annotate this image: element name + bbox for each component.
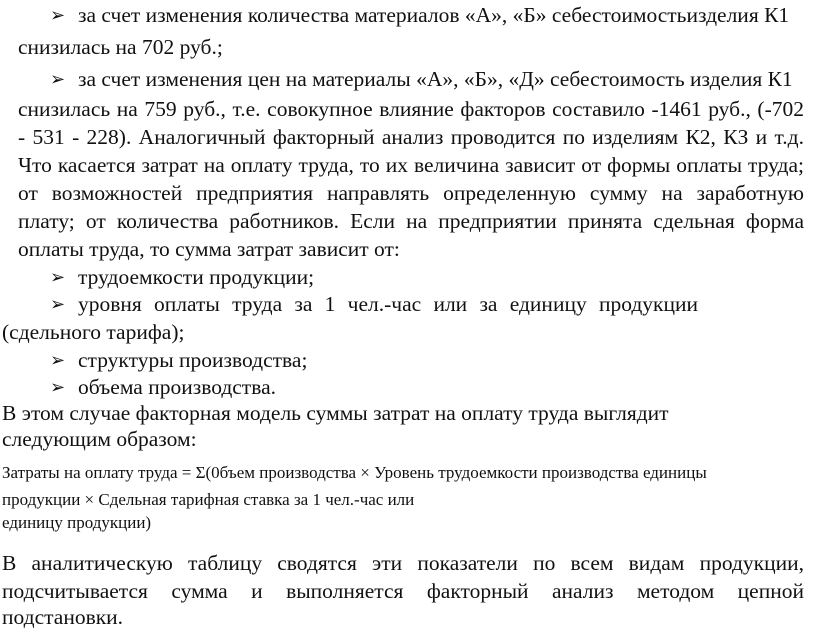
bullet-arrow-icon: ➢ [50,5,66,25]
paragraph-line: подстановки. [2,605,124,629]
bullet-text: уровня оплаты труда за 1 чел.-час или за единицу продукции [78,292,698,316]
paragraph-line: В аналитическую таблицу сводятся эти показатели по всем видам продукции, [2,551,804,575]
paragraph-line: следующим образом: [2,427,197,451]
bullet-text: за счет изменения цен на материалы «А», «Б», «Д» себестоимость изделия К1 [78,67,793,91]
bullet-text: объема производства. [78,375,276,399]
formula-line: Затраты на оплату труда = Σ(0бъем производства × Уровень трудоемкости производства единицы [2,463,707,482]
bullet-text: трудоемкости продукции; [78,265,315,289]
paragraph-line: Что касается затрат на оплату труда, то их величина зависит от формы оплаты труда; [18,153,804,177]
paragraph-line: В этом случае факторная модель суммы затрат на оплату труда выглядит [2,401,669,425]
bullet-arrow-icon: ➢ [50,377,66,397]
bullet-arrow-icon: ➢ [50,267,66,287]
bullet-text-continuation: снизилась на 702 руб.; [18,35,223,59]
paragraph-line: снизилась на 759 руб., т.е. совокупное влияние факторов составило -1461 руб., (-702 [18,97,804,121]
paragraph-line: от возможностей предприятия направлять определенную сумму на заработную [18,181,804,205]
formula-line: единицу продукции) [2,513,152,532]
paragraph-line: плату; от количества работников. Если на предприятии принята сдельная форма [18,209,804,233]
formula-line: продукции × Сдельная тарифная ставка за 1 чел.-час или [2,490,415,509]
paragraph-line: - 531 - 228). Аналогичный факторный анализ проводится по изделиям К2, КЗ и т.д. [18,125,804,149]
bullet-text: структуры производства; [78,348,308,372]
bullet-text: за счет изменения количества материалов «А», «Б» себестоимостьизделия К1 [78,3,790,27]
bullet-arrow-icon: ➢ [50,69,66,89]
bullet-text-continuation: (сдельного тарифа); [2,320,185,344]
paragraph-line: подсчитывается сумма и выполняется факторный анализ методом цепной [2,579,804,603]
paragraph-line: оплаты труда, то сумма затрат зависит от: [18,237,400,261]
bullet-arrow-icon: ➢ [50,294,66,314]
bullet-arrow-icon: ➢ [50,350,66,370]
